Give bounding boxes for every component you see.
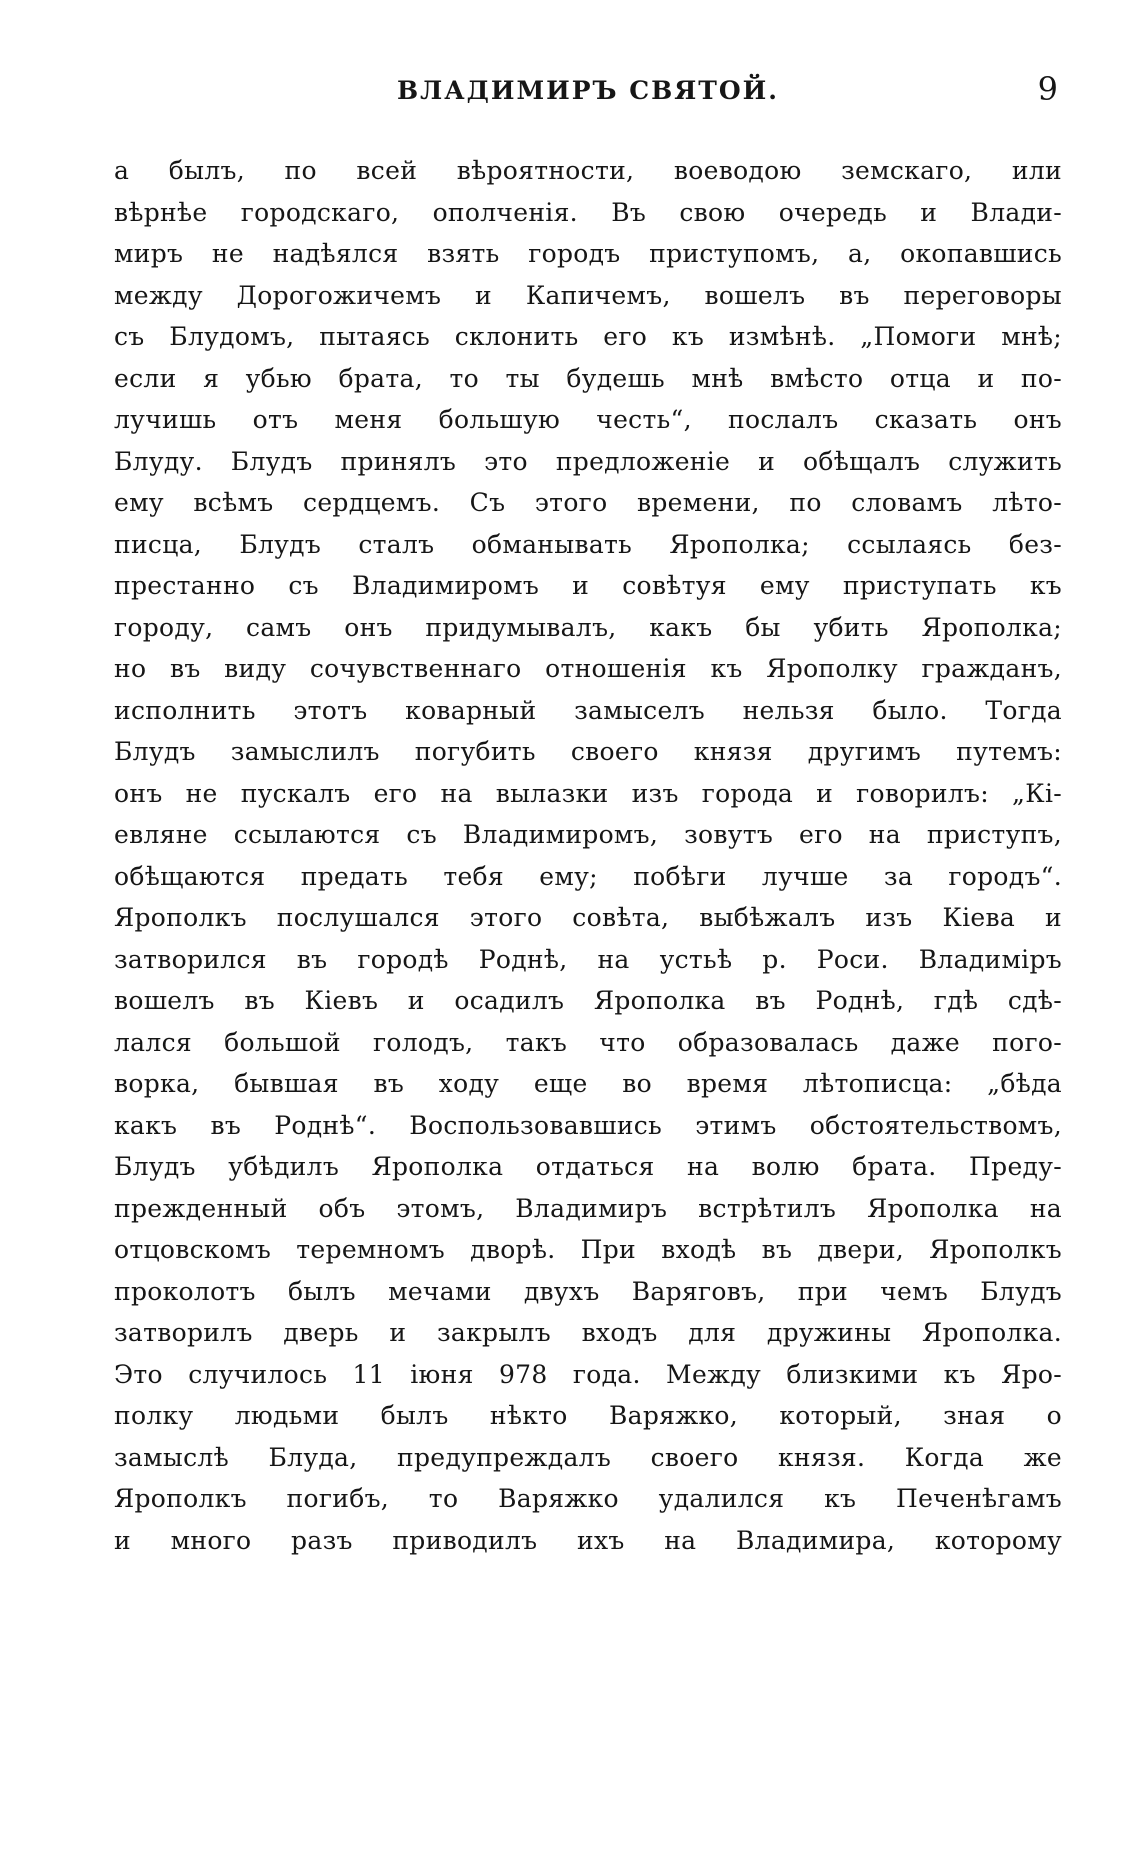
text-line: престанно съ Владимиромъ и совѣтуя ему приступать къ <box>114 571 1062 600</box>
text-line: Это случилось 11 іюня 978 года. Между близкими къ Яро- <box>114 1359 1062 1389</box>
text-line: вѣрнѣе городскаго, ополченія. Въ свою очередь и Влади- <box>114 197 1062 227</box>
text-line: проколотъ былъ мечами двухъ Варяговъ, при чемъ Блудъ <box>114 1276 1062 1306</box>
text-line: какъ въ Роднѣ“. Воспользовавшись этимъ обстоятельствомъ, <box>114 1110 1062 1140</box>
text-line: вошелъ въ Кіевъ и осадилъ Ярополка въ Роднѣ, гдѣ сдѣ- <box>114 986 1062 1015</box>
text-line: если я убью брата, то ты будешь мнѣ вмѣсто отца и по- <box>114 363 1062 393</box>
text-line: онъ не пускалъ его на вылазки изъ города и говорилъ: „Кі- <box>114 778 1062 808</box>
text-line: полку людьми былъ нѣкто Варяжко, который, зная о <box>114 1401 1062 1430</box>
text-line: съ Блудомъ, пытаясь склонить его къ измѣнѣ. „Помоги мнѣ; <box>114 322 1062 351</box>
text-line: Ярополкъ послушался этого совѣта, выбѣжалъ изъ Кіева и <box>114 903 1062 932</box>
text-line: и много разъ приводилъ ихъ на Владимира, которому <box>114 1525 1062 1555</box>
running-head <box>114 70 1062 118</box>
text-line: лучишь отъ меня большую честь“, послалъ сказать онъ <box>114 405 1062 434</box>
text-line: Блудъ убѣдилъ Ярополка отдаться на волю брата. Преду- <box>114 1152 1062 1181</box>
text-line: ему всѣмъ сердцемъ. Съ этого времени, по словамъ лѣто- <box>114 488 1062 517</box>
text-line: между Дорогожичемъ и Капичемъ, вошелъ въ переговоры <box>114 280 1062 310</box>
text-line: ворка, бывшая въ ходу еще во время лѣтописца: „бѣда <box>114 1069 1062 1098</box>
text-line: исполнить этотъ коварный замыселъ нельзя было. Тогда <box>114 695 1062 725</box>
text-line: миръ не надѣялся взять городъ приступомъ, а, окопавшись <box>114 239 1062 268</box>
text-line: а былъ, по всей вѣроятности, воеводою земскаго, или <box>114 156 1062 185</box>
text-line: лался большой голодъ, такъ что образовалась даже пого- <box>114 1027 1062 1057</box>
text-line: затворился въ городѣ Роднѣ, на устьѣ р. Роси. Владиміръ <box>114 944 1062 974</box>
page-number: 9 <box>1037 70 1058 108</box>
text-line: городу, самъ онъ придумывалъ, какъ бы убить Ярополка; <box>114 612 1062 642</box>
text-line: обѣщаются предать тебя ему; побѣги лучше за городъ“. <box>114 861 1062 891</box>
text-line: прежденный объ этомъ, Владимиръ встрѣтилъ Ярополка на <box>114 1193 1062 1223</box>
text-line: отцовскомъ теремномъ дворѣ. При входѣ въ двери, Ярополкъ <box>114 1235 1062 1264</box>
text-line: евляне ссылаются съ Владимиромъ, зовутъ его на приступъ, <box>114 820 1062 849</box>
text-line: Блудъ замыслилъ погубить своего князя другимъ путемъ: <box>114 737 1062 766</box>
text-line: затворилъ дверь и закрылъ входъ для дружины Ярополка. <box>114 1318 1062 1347</box>
running-title: ВЛАДИМИРЪ СВЯТОЙ. <box>397 76 779 105</box>
body-text <box>114 150 1062 1561</box>
text-line: замыслѣ Блуда, предупреждалъ своего князя. Когда же <box>114 1442 1062 1472</box>
text-line: но въ виду сочувственнаго отношенія къ Ярополку гражданъ, <box>114 654 1062 683</box>
text-line: Блуду. Блудъ принялъ это предложеніе и обѣщалъ служить <box>114 446 1062 476</box>
text-line: писца, Блудъ сталъ обманывать Ярополка; ссылаясь без- <box>114 529 1062 559</box>
text-line: Ярополкъ погибъ, то Варяжко удалился къ Печенѣгамъ <box>114 1484 1062 1513</box>
